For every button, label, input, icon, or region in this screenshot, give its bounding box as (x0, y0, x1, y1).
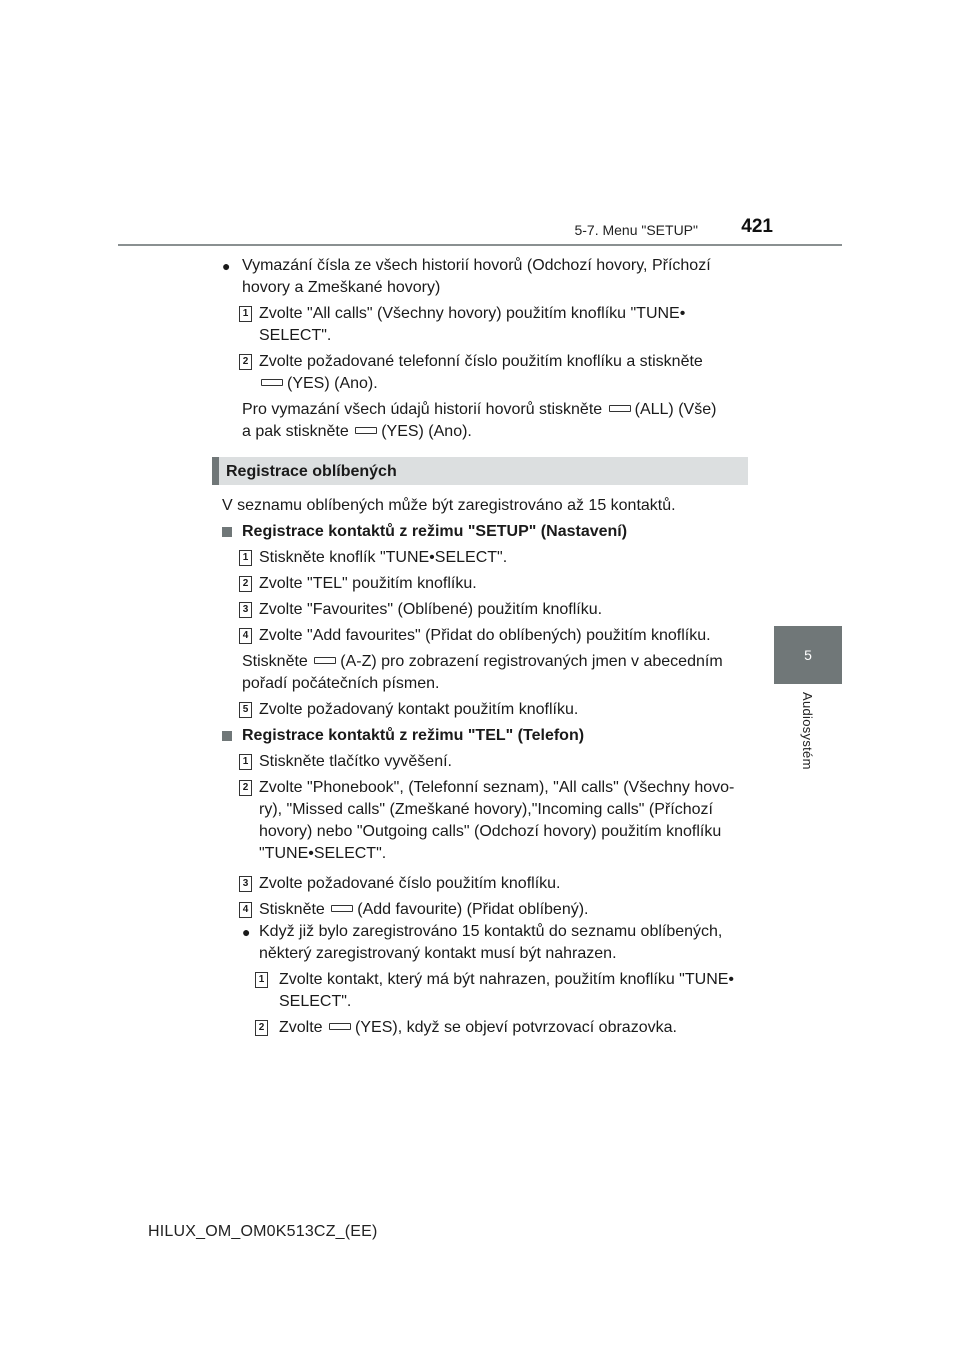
bullet-icon: ● (222, 258, 231, 274)
step-item: 5 Zvolte požadovaný kontakt použitím knoflíku. (222, 699, 748, 721)
button-icon (329, 1023, 351, 1030)
button-icon (355, 427, 377, 434)
step-number: 1 (255, 972, 268, 988)
step-item: 3 Zvolte "Favourites" (Oblíbené) použitím knoflíku. (222, 599, 748, 621)
note-text-cont: pořadí počátečních písmen. (242, 675, 440, 692)
step-item-cont: hovory) nebo "Outgoing calls" (Odchozí hovory) použitím knoflíku (259, 823, 722, 840)
step-number: 3 (239, 876, 252, 892)
bullet-item: ● Když již bylo zaregistrováno 15 kontaktů do seznamu oblíbených, (222, 921, 748, 943)
button-icon (609, 405, 631, 412)
step-item: 2 Zvolte "Phonebook", (Telefonní seznam), "All calls" (Všechny hovo- (222, 777, 748, 799)
note-text-cont: a pak stiskněte (YES) (Ano). (242, 423, 472, 440)
footer-code: HILUX_OM_OM0K513CZ_(EE) (148, 1223, 378, 1240)
step-item: 1 Stiskněte knoflík "TUNE•SELECT". (222, 547, 748, 569)
step-number: 2 (239, 780, 252, 796)
step-number: 1 (239, 754, 252, 770)
bullet-item: ● Vymazání čísla ze všech historií hovorů (Odchozí hovory, Příchozí (222, 255, 748, 277)
square-bullet-icon (222, 527, 232, 537)
square-bullet-icon (222, 731, 232, 741)
subsection-heading: Registrace kontaktů z režimu "SETUP" (Nastavení) (222, 521, 748, 543)
step-number: 2 (239, 576, 252, 592)
bullet-item-cont: některý zaregistrovaný kontakt musí být nahrazen. (259, 945, 617, 962)
step-item-cont: "TUNE•SELECT". (259, 845, 387, 862)
button-icon (331, 905, 353, 912)
step-item: 2 Zvolte "TEL" použitím knoflíku. (222, 573, 748, 595)
step-item: 4 Stiskněte (Add favourite) (Přidat oblíbený). (222, 899, 748, 921)
step-number: 1 (239, 306, 252, 322)
section-title: Registrace oblíbených (226, 463, 397, 480)
step-number: 2 (255, 1020, 268, 1036)
step-number: 4 (239, 902, 252, 918)
step-item-cont: SELECT". (279, 993, 352, 1010)
step-number: 5 (239, 702, 252, 718)
step-item: 3 Zvolte požadované číslo použitím knoflíku. (222, 873, 748, 895)
step-item: 4 Zvolte "Add favourites" (Přidat do oblíbených) použitím knoflíku. (222, 625, 748, 647)
step-number: 1 (239, 550, 252, 566)
step-item: 1 Zvolte "All calls" (Všechny hovory) použitím knoflíku "TUNE• (222, 303, 748, 325)
section-intro: V seznamu oblíbených může být zaregistrováno až 15 kontaktů. (222, 497, 676, 514)
button-icon (314, 657, 336, 664)
step-number: 3 (239, 602, 252, 618)
chapter-tab (774, 626, 842, 684)
step-item: 1 Stiskněte tlačítko vyvěšení. (222, 751, 748, 773)
step-item: 1 Zvolte kontakt, který má být nahrazen, použitím knoflíku "TUNE• (222, 969, 748, 991)
note-text: Pro vymazání všech údajů historií hovorů stiskněte (ALL) (Vše) (242, 401, 717, 418)
step-item-cont: (YES) (Ano). (222, 373, 748, 395)
bullet-item-cont: hovory a Zmeškané hovory) (242, 279, 441, 296)
subsection-heading: Registrace kontaktů z režimu "TEL" (Telefon) (222, 725, 748, 747)
step-item: 2 Zvolte požadované telefonní číslo použitím knoflíku a stiskněte (222, 351, 748, 373)
step-item-cont: ry), "Missed calls" (Zmeškané hovory),"Incoming calls" (Příchozí (259, 801, 713, 818)
bullet-icon: ● (242, 924, 251, 940)
step-number: 4 (239, 628, 252, 644)
step-number: 2 (239, 354, 252, 370)
section-header (212, 457, 748, 485)
step-item: 2 Zvolte (YES), když se objeví potvrzovací obrazovka. (222, 1017, 748, 1039)
header-rule (118, 244, 842, 246)
chapter-number: 5 (804, 647, 812, 663)
button-icon (261, 379, 283, 386)
note-text: Stiskněte (A-Z) pro zobrazení registrovaných jmen v abecedním (242, 653, 723, 670)
page-content (222, 255, 748, 1039)
step-item-cont: SELECT". (259, 327, 332, 344)
chapter-label: Audiosystém (800, 692, 815, 770)
header-section-title: 5-7. Menu "SETUP" (574, 222, 698, 238)
page-number: 421 (741, 216, 773, 237)
